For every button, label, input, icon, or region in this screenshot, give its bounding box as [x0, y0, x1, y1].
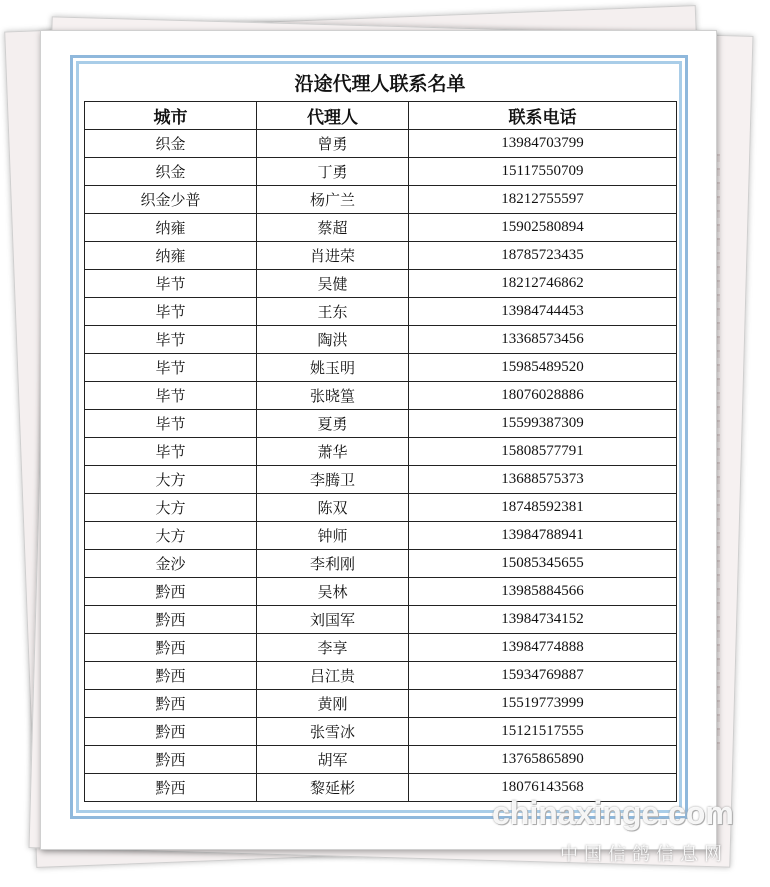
table-row	[85, 438, 677, 466]
cell-phone: 15519773999	[409, 690, 677, 718]
cell-city: 纳雍	[85, 242, 257, 270]
table-row	[85, 634, 677, 662]
cell-phone: 13984744453	[409, 298, 677, 326]
table-row	[85, 214, 677, 242]
table-row	[85, 690, 677, 718]
cell-city: 黔西	[85, 718, 257, 746]
cell-agent: 夏勇	[257, 410, 409, 438]
cell-agent: 刘国军	[257, 606, 409, 634]
cell-city: 毕节	[85, 438, 257, 466]
cell-phone: 15599387309	[409, 410, 677, 438]
cell-phone: 13985884566	[409, 578, 677, 606]
cell-phone: 13765865890	[409, 746, 677, 774]
cell-agent: 陶洪	[257, 326, 409, 354]
table-row	[85, 410, 677, 438]
cell-phone: 15808577791	[409, 438, 677, 466]
cell-agent: 张雪冰	[257, 718, 409, 746]
cell-city: 大方	[85, 522, 257, 550]
cell-city: 黔西	[85, 662, 257, 690]
cell-city: 黔西	[85, 746, 257, 774]
cell-agent: 吴健	[257, 270, 409, 298]
cell-phone: 18748592381	[409, 494, 677, 522]
cell-city: 毕节	[85, 298, 257, 326]
sheet-title: 沿途代理人联系名单	[294, 73, 466, 95]
cell-phone: 13984734152	[409, 606, 677, 634]
cell-city: 大方	[85, 466, 257, 494]
cell-city: 黔西	[85, 606, 257, 634]
cell-city: 织金少普	[85, 186, 257, 214]
cell-agent: 杨广兰	[257, 186, 409, 214]
header-phone: 联系电话	[409, 102, 677, 130]
cell-agent: 吕江贵	[257, 662, 409, 690]
cell-agent: 萧华	[257, 438, 409, 466]
cell-phone: 13984788941	[409, 522, 677, 550]
cell-city: 毕节	[85, 410, 257, 438]
cell-phone: 15985489520	[409, 354, 677, 382]
table-row	[85, 522, 677, 550]
cell-phone: 13984774888	[409, 634, 677, 662]
table-row	[85, 662, 677, 690]
cell-city: 金沙	[85, 550, 257, 578]
watermark-domain: chinaxinge.com	[492, 795, 734, 831]
cell-city: 毕节	[85, 270, 257, 298]
cell-agent: 陈双	[257, 494, 409, 522]
cell-city: 黔西	[85, 690, 257, 718]
table-row	[85, 242, 677, 270]
cell-phone: 15121517555	[409, 718, 677, 746]
watermark-site-name: 中国信鸽信息网	[560, 844, 728, 865]
header-city: 城市	[85, 102, 257, 130]
cell-city: 毕节	[85, 326, 257, 354]
cell-city: 毕节	[85, 354, 257, 382]
table-row	[85, 354, 677, 382]
cell-agent: 王东	[257, 298, 409, 326]
cell-agent: 李享	[257, 634, 409, 662]
cell-agent: 张晓篁	[257, 382, 409, 410]
cell-phone: 15117550709	[409, 158, 677, 186]
cell-agent: 肖进荣	[257, 242, 409, 270]
cell-phone: 18076143568	[409, 774, 677, 802]
cell-agent: 曾勇	[257, 130, 409, 158]
table-row	[85, 270, 677, 298]
cell-agent: 姚玉明	[257, 354, 409, 382]
table-row	[85, 158, 677, 186]
table-row	[85, 606, 677, 634]
cell-city: 黔西	[85, 774, 257, 802]
cell-phone: 15085345655	[409, 550, 677, 578]
table-row	[85, 298, 677, 326]
cell-phone: 18212746862	[409, 270, 677, 298]
cell-phone: 18785723435	[409, 242, 677, 270]
cell-city: 织金	[85, 130, 257, 158]
cell-agent: 胡军	[257, 746, 409, 774]
header-agent: 代理人	[257, 102, 409, 130]
cell-agent: 钟师	[257, 522, 409, 550]
cell-phone: 18212755597	[409, 186, 677, 214]
table-row	[85, 186, 677, 214]
table-row	[85, 494, 677, 522]
cell-phone: 15934769887	[409, 662, 677, 690]
contact-table	[84, 101, 677, 802]
cell-phone: 13368573456	[409, 326, 677, 354]
table-row	[85, 718, 677, 746]
table-row	[85, 382, 677, 410]
cell-agent: 吴林	[257, 578, 409, 606]
cell-agent: 黎延彬	[257, 774, 409, 802]
cell-agent: 李利刚	[257, 550, 409, 578]
cell-agent: 丁勇	[257, 158, 409, 186]
table-row	[85, 466, 677, 494]
cell-city: 毕节	[85, 382, 257, 410]
table-row	[85, 550, 677, 578]
cell-phone: 15902580894	[409, 214, 677, 242]
table-row	[85, 326, 677, 354]
cell-phone: 13688575373	[409, 466, 677, 494]
cell-city: 大方	[85, 494, 257, 522]
cell-phone: 13984703799	[409, 130, 677, 158]
table-row	[85, 578, 677, 606]
cell-agent: 黄刚	[257, 690, 409, 718]
cell-city: 黔西	[85, 634, 257, 662]
cell-agent: 李腾卫	[257, 466, 409, 494]
cell-city: 织金	[85, 158, 257, 186]
table-row	[85, 746, 677, 774]
cell-city: 黔西	[85, 578, 257, 606]
table-row	[85, 130, 677, 158]
cell-city: 纳雍	[85, 214, 257, 242]
table-header-row	[85, 102, 677, 130]
cell-phone: 18076028886	[409, 382, 677, 410]
cell-agent: 蔡超	[257, 214, 409, 242]
